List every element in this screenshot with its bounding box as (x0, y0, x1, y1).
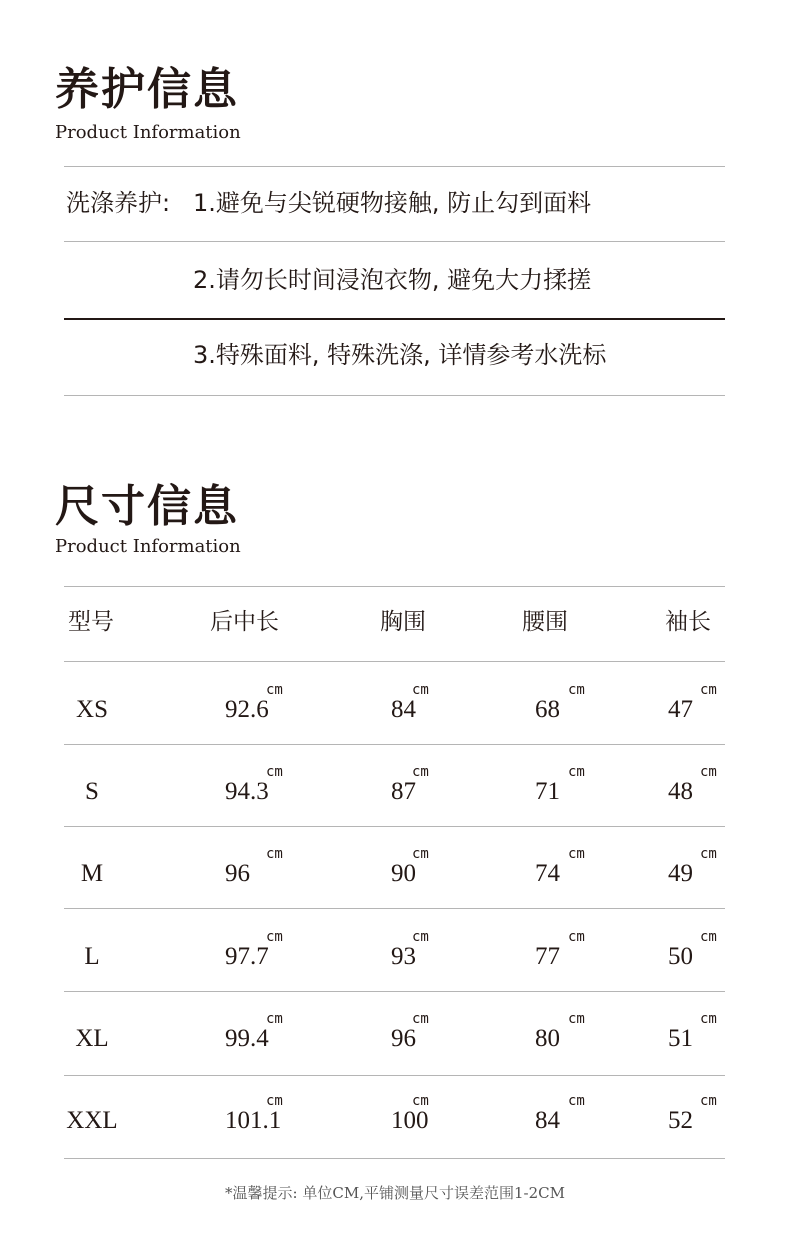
measurement-value: 92.6 (225, 696, 269, 723)
measurement-value: 68 (535, 696, 560, 723)
measurement-value: 99.4 (225, 1024, 269, 1052)
unit-label: cm (266, 1010, 283, 1027)
measurement-value: 87 (391, 778, 416, 806)
divider (64, 908, 725, 909)
size-title: 尺寸信息 (55, 481, 239, 532)
care-subtitle: Product Information (55, 122, 241, 143)
measurement-value: 48 (668, 778, 693, 806)
unit-label: cm (266, 682, 283, 698)
measurement-value: 71 (535, 778, 560, 806)
size-label: M (80, 860, 104, 888)
measurement-value: 100 (391, 1107, 429, 1134)
measurement-value: 94.3 (225, 778, 269, 806)
size-label: L (84, 942, 100, 970)
unit-label: cm (266, 928, 283, 945)
unit-label: cm (568, 682, 585, 698)
measurement-value: 80 (535, 1024, 560, 1052)
column-header: 腰围 (522, 609, 568, 635)
unit-label: cm (412, 1010, 429, 1027)
divider (64, 661, 725, 662)
unit-label: cm (568, 1010, 585, 1027)
column-header: 后中长 (210, 609, 279, 635)
care-item-1: 1.避免与尖锐硬物接触, 防止勾到面料 (193, 189, 592, 217)
divider (64, 826, 725, 827)
size-label: XXL (66, 1107, 118, 1134)
measurement-value: 97.7 (225, 942, 269, 970)
care-item-3: 3.特殊面料, 特殊洗涤, 详情参考水洗标 (193, 341, 607, 369)
measurement-value: 47 (668, 696, 693, 723)
measurement-value: 52 (668, 1107, 693, 1134)
divider (64, 586, 725, 587)
measurement-value: 93 (391, 942, 416, 970)
divider (64, 744, 725, 745)
divider (64, 1158, 725, 1159)
unit-label: cm (412, 764, 429, 781)
unit-label: cm (700, 846, 717, 863)
unit-label: cm (700, 682, 717, 698)
care-item-2: 2.请勿长时间浸泡衣物, 避免大力揉搓 (193, 266, 592, 294)
divider (64, 166, 725, 167)
unit-label: cm (266, 1093, 283, 1109)
unit-label: cm (700, 764, 717, 781)
unit-label: cm (700, 928, 717, 945)
measurement-value: 90 (391, 860, 416, 888)
unit-label: cm (568, 928, 585, 945)
divider (64, 395, 725, 396)
divider (64, 241, 725, 242)
measurement-value: 96 (391, 1024, 416, 1052)
measurement-value: 51 (668, 1024, 693, 1052)
measurement-value: 49 (668, 860, 693, 888)
column-header: 型号 (68, 609, 114, 635)
measurement-value: 84 (391, 696, 416, 723)
unit-label: cm (700, 1010, 717, 1027)
size-label: XS (76, 696, 108, 723)
unit-label: cm (412, 682, 429, 698)
size-label: S (85, 778, 99, 806)
care-title: 养护信息 (55, 64, 239, 115)
measurement-value: 74 (535, 860, 560, 888)
measurement-value: 50 (668, 942, 693, 970)
size-label: XL (75, 1024, 109, 1052)
unit-label: cm (568, 846, 585, 863)
measurement-value: 77 (535, 942, 560, 970)
unit-label: cm (568, 764, 585, 781)
unit-label: cm (266, 764, 283, 781)
size-note: *温馨提示: 单位CM,平铺测量尺寸误差范围1-2CM (225, 1184, 565, 1202)
unit-label: cm (266, 846, 283, 863)
unit-label: cm (568, 1093, 585, 1109)
unit-label: cm (412, 928, 429, 945)
measurement-value: 96 (225, 860, 250, 888)
unit-label: cm (412, 1093, 429, 1109)
unit-label: cm (700, 1093, 717, 1109)
measurement-value: 101.1 (225, 1107, 282, 1134)
size-subtitle: Product Information (55, 536, 241, 557)
measurement-value: 84 (535, 1107, 560, 1134)
divider (64, 991, 725, 992)
care-label: 洗涤养护: (66, 189, 171, 217)
unit-label: cm (412, 846, 429, 863)
divider (64, 318, 725, 320)
divider (64, 1075, 725, 1076)
column-header: 袖长 (665, 609, 711, 635)
column-header: 胸围 (380, 609, 426, 635)
